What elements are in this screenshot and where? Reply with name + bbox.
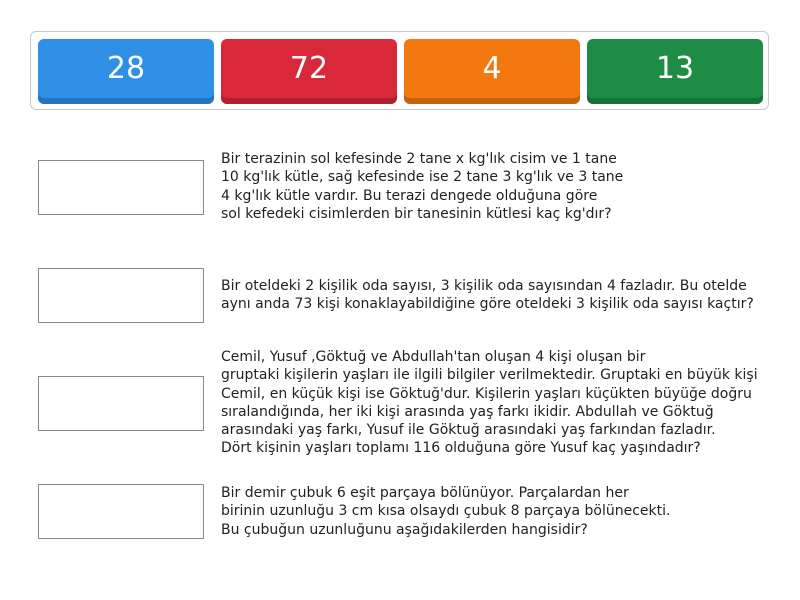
answer-drop-slot-1[interactable]: [38, 160, 204, 215]
answer-tile-4[interactable]: 4: [404, 39, 580, 104]
question-text-1: Bir terazinin sol kefesinde 2 tane x kg'lık cisim ve 1 tane 10 kg'lık kütle, sağ kefesinde ise 2 tane 3 kg'lık ve 3 tane 4 kg'lık kütle vardır. Bu terazi dengede olduğuna göre sol kefedeki cisimlerden bir tanesinin kütlesi kaç kg'dır?: [221, 151, 624, 222]
answer-tile-28[interactable]: 28: [38, 39, 214, 104]
answer-drop-slot-3[interactable]: [38, 376, 204, 431]
answer-drop-slot-4[interactable]: [38, 484, 204, 539]
answer-tile-13[interactable]: 13: [587, 39, 763, 104]
question-text-4: Bir demir çubuk 6 eşit parçaya bölünüyor. Parçalardan her birinin uzunluğu 3 cm kısa olsaydı çubuk 8 parçaya bölünecekti. Bu çubuğun uzunluğunu aşağıdakilerden hangisidir?: [221, 485, 671, 538]
answer-tile-72[interactable]: 72: [221, 39, 397, 104]
question-text-2: Bir oteldeki 2 kişilik oda sayısı, 3 kişilik oda sayısından 4 fazladır. Bu otelde aynı anda 73 kişi konaklayabildiğine göre oteldeki 3 kişilik oda sayısı kaçtır?: [221, 278, 754, 313]
answer-tile-tray: [30, 31, 769, 110]
question-text-3: Cemil, Yusuf ,Göktuğ ve Abdullah'tan oluşan 4 kişi oluşan bir gruptaki kişilerin yaşları ile ilgili bilgiler verilmektedir. Gruptaki en büyük kişi Cemil, en küçük kişi ise Göktuğ'dur. Kişilerin yaşları küçükten büyüğe doğru sıralandığında, her iki kişi arasında yaş farkı ikidir. Abdullah ve Göktuğ arasındaki yaş farkı, Yusuf ile Göktuğ arasındaki yaş farkından fazladır. Dört kişinin yaşları toplamı 116 olduğuna göre Yusuf kaç yaşındadır?: [221, 349, 758, 457]
answer-drop-slot-2[interactable]: [38, 268, 204, 323]
